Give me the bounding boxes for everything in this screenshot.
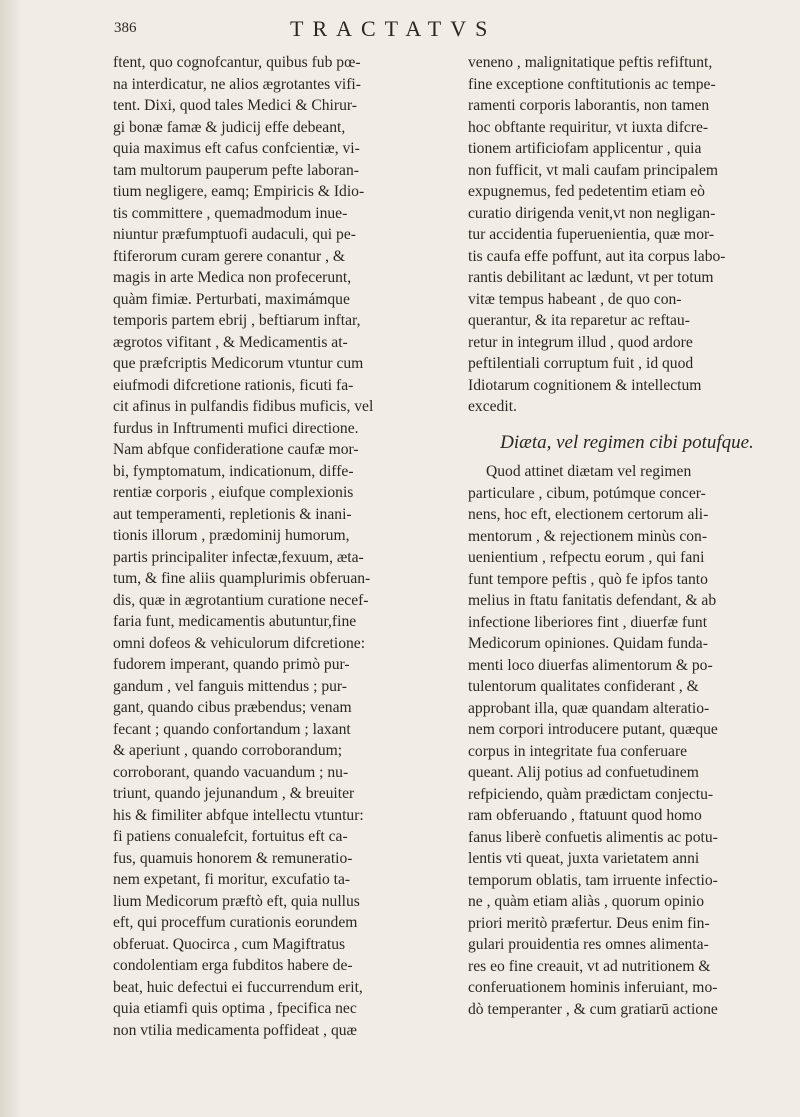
- text-line: Nam abfque confideratione caufæ mor-: [113, 441, 359, 458]
- text-line: melius in ftatu fanitatis defendant, & ab: [468, 592, 717, 609]
- right-column-top-text: [468, 52, 786, 418]
- text-line: quàm fimiæ. Perturbati, maximámque: [113, 290, 350, 308]
- text-line: niuntur præfumptuofi audaculi, qui pe-: [113, 226, 356, 243]
- text-line: gi bonæ famæ & judicij effe debeant,: [113, 118, 346, 136]
- text-line: Medicorum opiniones. Quidam funda-: [468, 635, 708, 652]
- text-line: eft, qui proceffum curationis eorundem: [113, 914, 358, 931]
- text-line: funt tempore peftis , quò fe ipfos tanto: [468, 570, 708, 588]
- text-line: lium Medicorum præftò eft, quia nullus: [113, 892, 360, 910]
- left-text-column: [113, 52, 431, 1041]
- text-line: fus, quamuis honorem & remuneratio-: [113, 849, 353, 867]
- text-line: infectione liberiores fint , diuerfæ funt: [468, 613, 708, 631]
- page-fold-shadow: [0, 0, 22, 1117]
- text-line: triunt, quando jejunandum , & breuiter: [113, 785, 355, 802]
- text-line: tulentorum qualitates confiderant , &: [468, 678, 699, 695]
- text-line: aut temperamenti, repletionis & inani-: [113, 505, 352, 523]
- text-line: temporum oblatis, tam irruente infectio-: [468, 871, 718, 889]
- text-line: temporis partem ebrij , beftiarum inftar,: [113, 312, 361, 329]
- text-line: ram obferuando , ftatuunt quod homo: [468, 807, 702, 824]
- text-line: hoc obftante requiritur, vt iuxta difcre-: [468, 118, 709, 136]
- right-text-column: [468, 52, 786, 1020]
- text-line: nens, hoc eft, electionem certorum ali-: [468, 506, 709, 523]
- text-line: res eo fine creauit, vt ad nutritionem &: [468, 957, 711, 975]
- text-line: curatio dirigenda venit,vt non negligan-: [468, 204, 716, 222]
- text-line: furdus in Inftrumenti mufici directione.: [113, 419, 359, 437]
- text-line: tum, & fine aliis quamplurimis obferuan-: [113, 570, 371, 587]
- text-line: ægrotos vifitant , & Medicamentis at-: [113, 333, 348, 351]
- text-line: corpus in integritate fua conferuare: [468, 742, 688, 760]
- text-line: fanus liberè confuetis alimentis ac potu-: [468, 828, 718, 846]
- running-title: TRACTATVS: [290, 16, 497, 41]
- text-line: gulari prouidentia res omnes alimenta-: [468, 936, 709, 953]
- text-line: conferuationem hominis inferuiant, mo-: [468, 979, 718, 996]
- text-line: tur accidentia fuperuenientia, quæ mor-: [468, 226, 715, 243]
- text-line: condolentiam erga fubditos habere de-: [113, 957, 353, 974]
- text-line: his & fimiliter abfque intellectu vtuntur:: [113, 806, 364, 824]
- text-line: tionem artificiofam applicentur , quia: [468, 140, 702, 157]
- text-line: fi patiens conualefcit, fortuitus eft ca-: [113, 828, 348, 845]
- text-line: ftiferorum curam gerere conantur , &: [113, 247, 346, 265]
- text-line: non fufficit, vt mali caufam principalem: [468, 161, 718, 179]
- text-line: queant. Alij potius ad confuetudinem: [468, 764, 699, 781]
- text-line: nem expetant, fi moritur, excufatio ta-: [113, 871, 351, 888]
- text-line: na interdicatur, ne alios ægrotantes vifi-: [113, 75, 361, 93]
- text-line: uenientium , refpectu eorum , qui fani: [468, 549, 705, 566]
- text-line: gandum , vel fanguis mittendus ; pur-: [113, 677, 347, 695]
- text-line: particulare , cibum, potúmque concer-: [468, 484, 706, 502]
- page-header: [100, 16, 780, 46]
- text-line: Idiotarum cognitionem & intellectum: [468, 376, 702, 394]
- text-line: excedit.: [468, 398, 517, 415]
- text-line: quia etiamfi quis optima , fpecifica nec: [113, 1000, 357, 1017]
- text-line: expugnemus, fed pedetentim etiam eò: [468, 183, 705, 200]
- text-line: eiufmodi difcretione rationis, ficuti fa-: [113, 376, 354, 394]
- text-line: cit afinus in pulfandis fidibus muficis, vel: [113, 398, 374, 415]
- text-line: Quod attinet diætam vel regimen: [486, 463, 692, 480]
- right-column-bottom-text: [468, 461, 786, 1020]
- text-line: bi, fymptomatum, indicationum, diffe-: [113, 462, 354, 480]
- text-line: veneno , malignitatique peftis refiftunt,: [468, 54, 713, 71]
- text-line: rantis debilitant ac lædunt, vt per totum: [468, 269, 714, 286]
- text-line: refpiciendo, quàm prædictam conjectu-: [468, 785, 714, 803]
- text-line: ne , quàm etiam aliàs , quorum opinio: [468, 893, 705, 910]
- text-line: tionis illorum , prædominij humorum,: [113, 527, 350, 544]
- text-line: retur in integrum illud , quod ardore: [468, 333, 693, 351]
- text-line: non vtilia medicamenta poffideat , quæ: [113, 1021, 357, 1039]
- text-line: tent. Dixi, quod tales Medici & Chirur-: [113, 97, 357, 114]
- text-line: gant, quando cibus præbendus; venam: [113, 699, 352, 716]
- text-line: fudorem imperant, quando primò pur-: [113, 656, 350, 673]
- page-number: 386: [114, 20, 137, 36]
- text-line: dò temperanter , & cum gratiarū actione: [468, 1000, 718, 1018]
- text-line: beat, huic defectui ei fuccurrendum erit,: [113, 978, 363, 996]
- text-line: nem corpori introducere putant, quæque: [468, 721, 718, 738]
- text-line: querantur, & ita reparetur ac reftau-: [468, 312, 690, 329]
- text-line: tium negligere, eamq; Empiricis & Idio-: [113, 183, 365, 200]
- text-line: fine exceptione conftitutionis ac tempe-: [468, 75, 716, 93]
- text-line: obferuat. Quocirca , cum Magiftratus: [113, 935, 346, 953]
- text-line: peftilentiali corruptum fuit , id quod: [468, 355, 694, 372]
- text-line: tis committere , quemadmodum inue-: [113, 204, 348, 222]
- text-line: ftent, quo cognofcantur, quibus fub pœ-: [113, 54, 361, 71]
- text-line: rentiæ corporis , eiufque complexionis: [113, 484, 354, 501]
- text-line: menti loco diuerfas alimentorum & po-: [468, 656, 713, 674]
- text-line: & aperiunt , quando corroborandum;: [113, 742, 343, 759]
- text-line: tam multorum pauperum pefte laboran-: [113, 161, 359, 179]
- text-line: vitæ tempus habeant , de quo con-: [468, 290, 682, 308]
- text-line: corroborant, quando vacuandum ; nu-: [113, 763, 349, 781]
- text-line: fecant ; quando confortandum ; laxant: [113, 720, 351, 738]
- text-line: quia maximus eft cafus confcientiæ, vi-: [113, 140, 360, 157]
- text-line: lentis vti queat, juxta varietatem anni: [468, 850, 700, 867]
- text-line: magis in arte Medica non profecerunt,: [113, 269, 352, 286]
- text-line: mentorum , & rejectionem minùs con-: [468, 527, 708, 545]
- section-heading: Diæta, vel regimen cibi potufque.: [500, 431, 754, 453]
- text-line: ramenti corporis laborantis, non tamen: [468, 97, 710, 114]
- text-line: que præfcriptis Medicorum vtuntur cum: [113, 355, 364, 372]
- text-line: dis, quæ in ægrotantium curatione necef-: [113, 591, 369, 609]
- text-line: faria funt, medicamentis abutuntur,fine: [113, 613, 357, 630]
- text-line: priori meritò præfertur. Deus enim fin-: [468, 914, 710, 932]
- text-line: omni dofeos & vehiculorum difcretione:: [113, 634, 366, 652]
- text-line: partis principaliter infectæ,fexuum, æta-: [113, 548, 364, 566]
- text-line: tis caufa effe poffunt, aut ita corpus labo-: [468, 247, 726, 265]
- text-line: approbant illa, quæ quandam alteratio-: [468, 699, 710, 717]
